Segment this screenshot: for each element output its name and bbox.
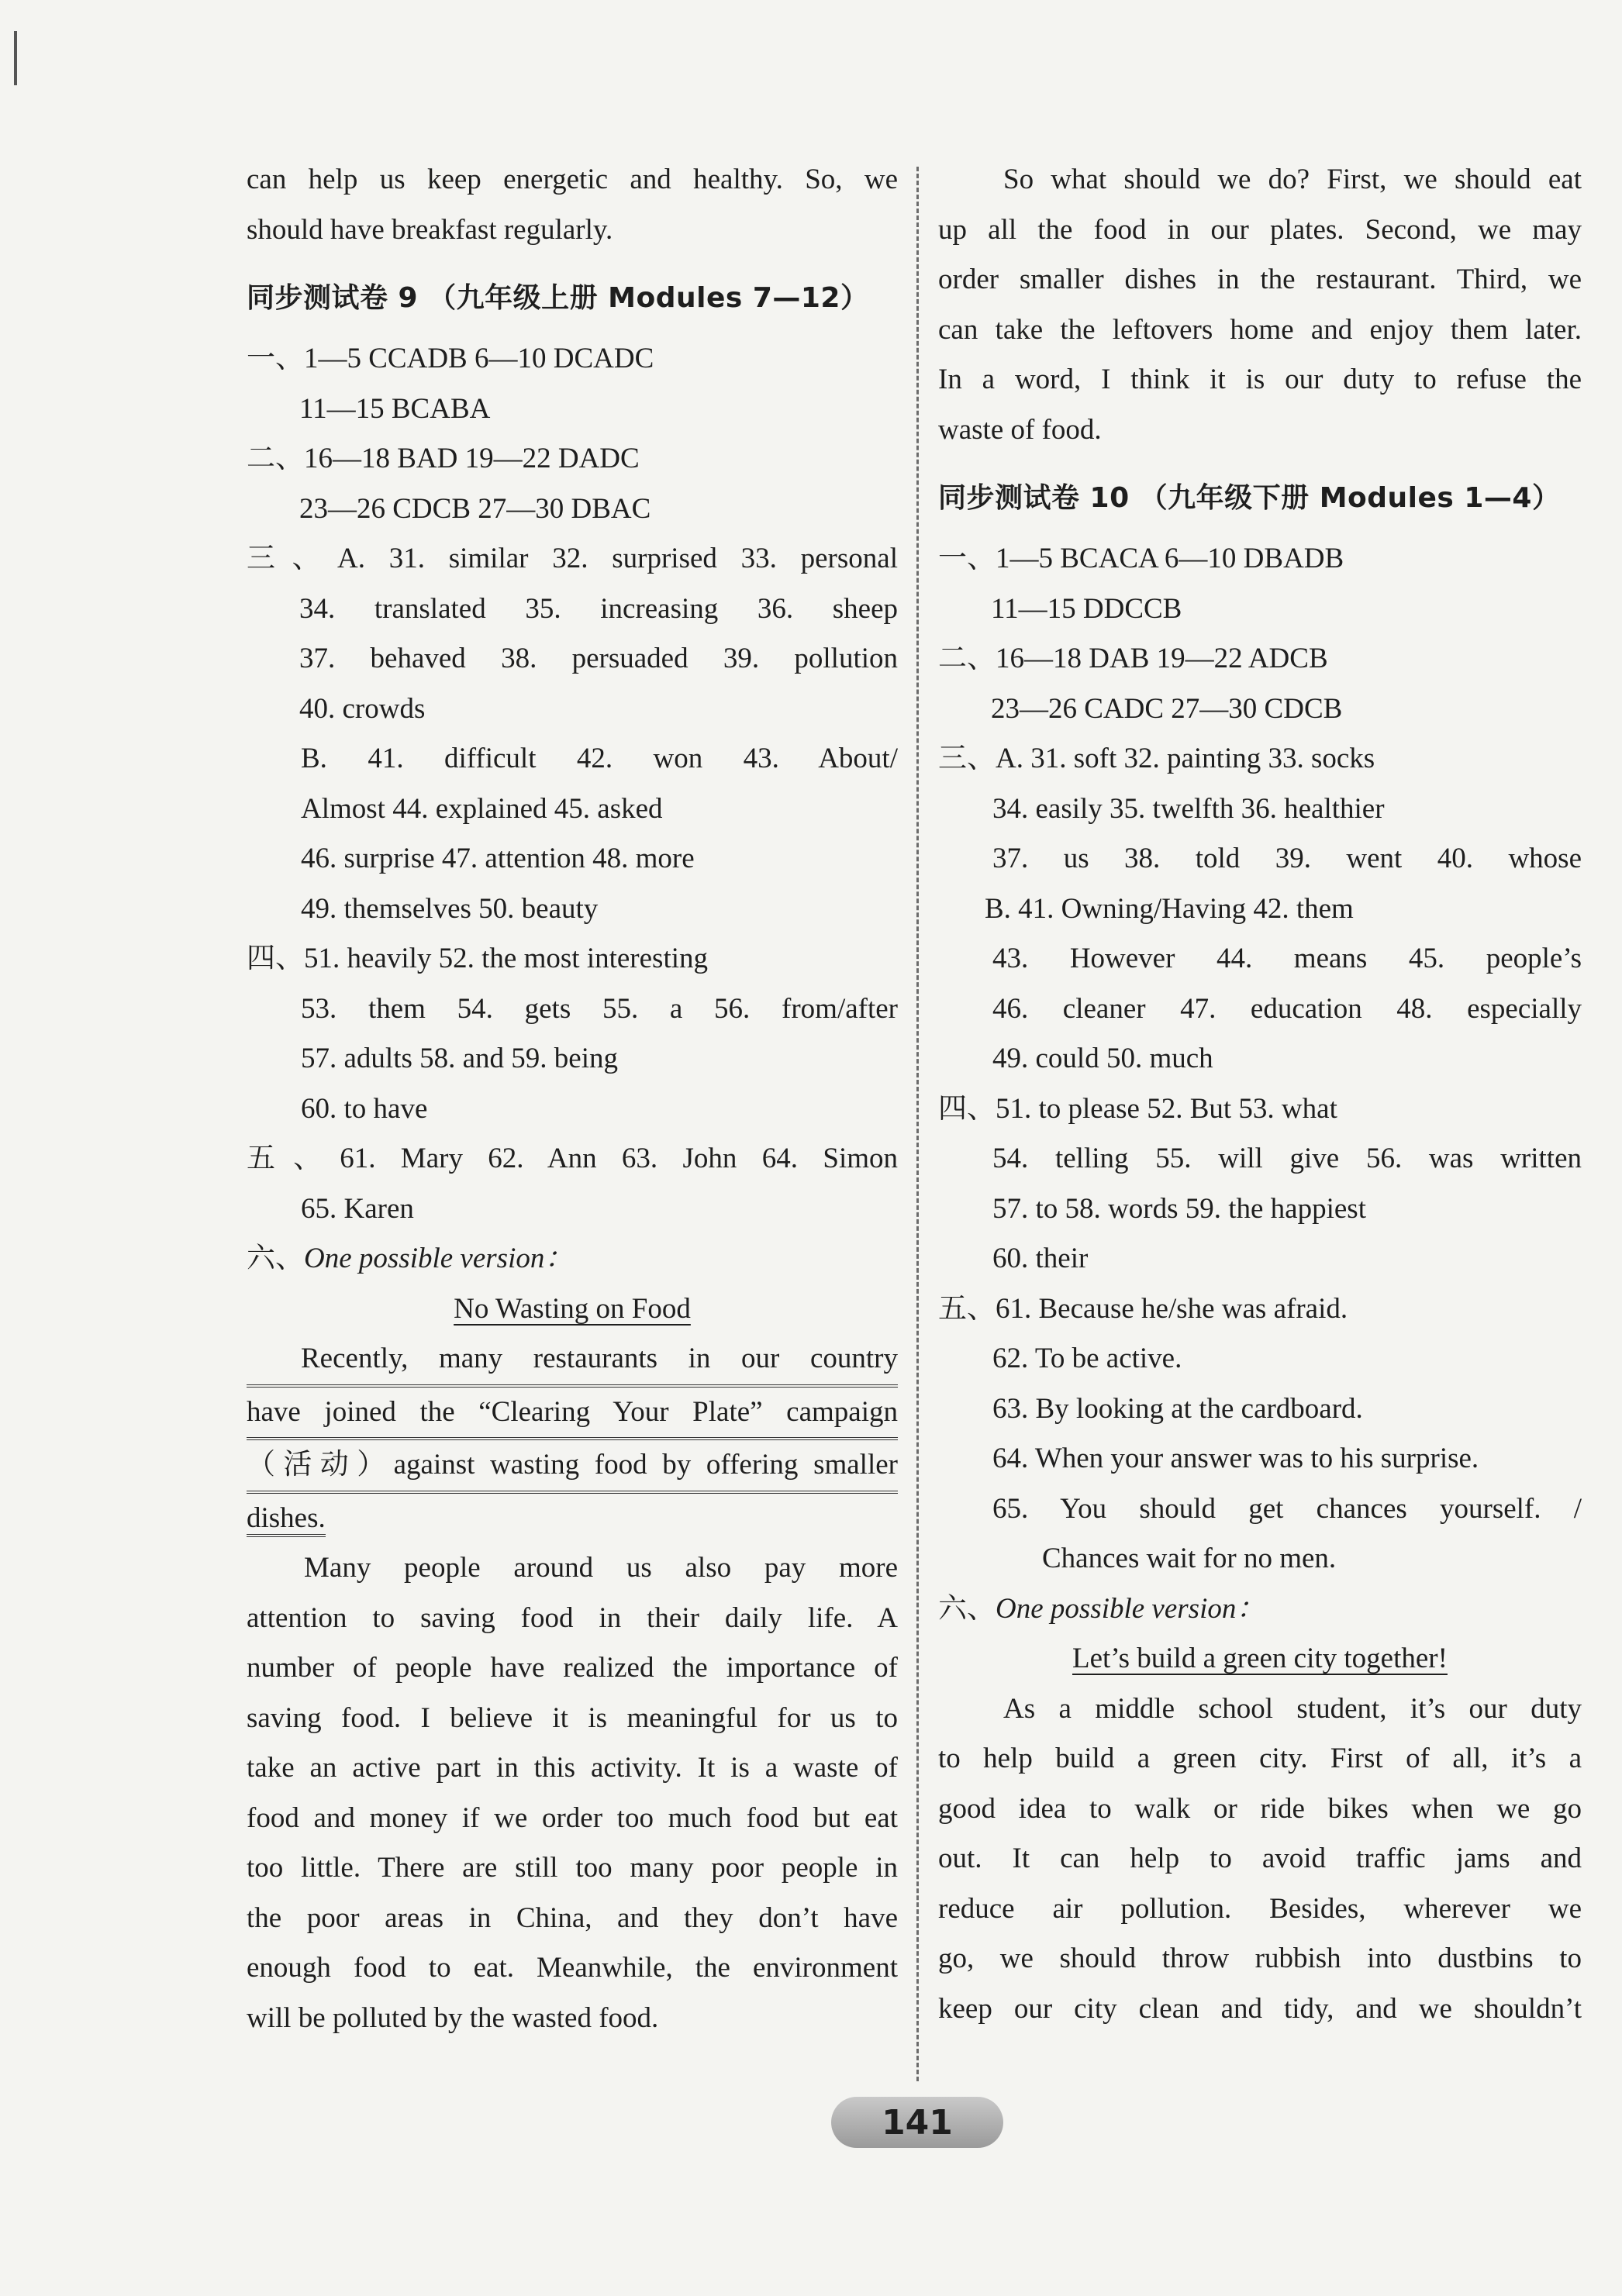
- answer-line: 57. to 58. words 59. the happiest: [992, 1192, 1366, 1225]
- answer-line: 五、61. Mary 62. Ann 63. John 64. Simon: [247, 1143, 898, 1174]
- page-number-badge: [831, 2097, 1003, 2148]
- text-line: go, we should throw rubbish into dustbins to: [938, 1943, 1582, 1974]
- text-line: Many people around us also pay more: [304, 1552, 898, 1584]
- answer-line: 57. adults 58. and 59. being: [301, 1043, 619, 1074]
- text-line: good idea to walk or ride bikes when we go: [938, 1792, 1582, 1825]
- text-line: order smaller dishes in the restaurant. Third, we: [938, 264, 1582, 295]
- essay-label: 六、One possible version：: [938, 1592, 1265, 1625]
- answer-line: 23—26 CDCB 27—30 DBAC: [299, 492, 651, 525]
- text-line: take an active part in this activity. It is a waste of: [247, 1752, 898, 1784]
- answer-line: 62. To be active.: [992, 1343, 1182, 1374]
- answer-line: 65. Karen: [301, 1192, 414, 1225]
- answer-line: 60. to have: [301, 1092, 428, 1125]
- text-line: out. It can help to avoid traffic jams and: [938, 1843, 1582, 1874]
- section-heading: 同步测试卷 10 （九年级下册 Modules 1—4）: [938, 482, 1561, 514]
- answer-line: 一、1—5 CCADB 6—10 DCADC: [247, 343, 654, 374]
- text-line: enough food to eat. Meanwhile, the environment: [247, 1952, 898, 1984]
- text-line: reduce air pollution. Besides, wherever we: [938, 1892, 1582, 1925]
- answer-line: 23—26 CADC 27—30 CDCB: [991, 692, 1343, 725]
- answer-line: 一、1—5 BCACA 6—10 DBADB: [938, 543, 1344, 574]
- underlined-line: dishes.: [247, 1494, 898, 1544]
- text-line: attention to saving food in their daily life. A: [247, 1601, 898, 1634]
- answer-line: 53. them 54. gets 55. a 56. from/after: [301, 992, 898, 1025]
- answer-line: 43. However 44. means 45. people’s: [992, 943, 1582, 974]
- answer-line: 40. crowds: [299, 692, 426, 725]
- text-line: food and money if we order too much food but eat: [247, 1801, 898, 1834]
- answer-line: B. 41. difficult 42. won 43. About/: [301, 743, 898, 774]
- text-line: will be polluted by the wasted food.: [247, 2001, 659, 2034]
- text-line: As a middle school student, it’s our duty: [1003, 1692, 1582, 1725]
- text-line: the poor areas in China, and they don’t have: [247, 1901, 898, 1934]
- answer-line: 63. By looking at the cardboard.: [992, 1392, 1363, 1425]
- scan-mark: [14, 31, 17, 85]
- left-column: [247, 155, 898, 2043]
- text-line: can help us keep energetic and healthy. So, we: [247, 164, 898, 195]
- essay-label: 六、One possible version：: [247, 1243, 574, 1274]
- answer-line: 37. us 38. told 39. went 40. whose: [992, 843, 1582, 874]
- answer-line: 五、61. Because he/she was afraid.: [938, 1292, 1348, 1325]
- text-line: number of people have realized the importance of: [247, 1652, 898, 1684]
- answer-line: 三、A. 31. similar 32. surprised 33. personal: [247, 543, 898, 574]
- answer-line: Chances wait for no men.: [1042, 1543, 1337, 1574]
- answer-line: 37. behaved 38. persuaded 39. pollution: [299, 643, 898, 674]
- answer-line: 四、51. heavily 52. the most interesting: [247, 943, 708, 974]
- column-divider: [916, 167, 919, 2081]
- answer-line: 34. translated 35. increasing 36. sheep: [299, 592, 898, 625]
- text-line: to help build a green city. First of all, it’s a: [938, 1743, 1582, 1774]
- text-line: too little. There are still too many poor people in: [247, 1852, 898, 1884]
- text-line: In a word, I think it is our duty to refuse the: [938, 364, 1582, 395]
- answer-line: 11—15 DDCCB: [991, 592, 1182, 625]
- text-line: can take the leftovers home and enjoy them later.: [938, 313, 1582, 346]
- page-number: 141: [882, 2102, 953, 2143]
- underlined-line: Recently, many restaurants in our country: [247, 1334, 898, 1388]
- text-line: should have breakfast regularly.: [247, 213, 613, 246]
- section-heading: 同步测试卷 9 （九年级上册 Modules 7—12）: [247, 282, 869, 314]
- text-line: up all the food in our plates. Second, we may: [938, 213, 1582, 246]
- text-line: saving food. I believe it is meaningful for us to: [247, 1701, 898, 1734]
- text-line: keep our city clean and tidy, and we shouldn’t: [938, 1992, 1582, 2025]
- answer-line: Almost 44. explained 45. asked: [301, 792, 663, 825]
- answer-line: 11—15 BCABA: [299, 392, 491, 425]
- answer-line: 46. cleaner 47. education 48. especially: [992, 992, 1582, 1025]
- answer-line: 四、51. to please 52. But 53. what: [938, 1092, 1337, 1125]
- essay-title: No Wasting on Food: [454, 1292, 691, 1325]
- answer-line: 34. easily 35. twelfth 36. healthier: [992, 792, 1385, 825]
- right-column: [938, 155, 1582, 2034]
- underlined-line: have joined the “Clearing Your Plate” campaign: [247, 1388, 898, 1441]
- answer-line: 二、16—18 BAD 19—22 DADC: [247, 443, 640, 474]
- answer-line: 46. surprise 47. attention 48. more: [301, 843, 695, 874]
- answer-line: 49. themselves 50. beauty: [301, 892, 599, 925]
- text-line: waste of food.: [938, 413, 1102, 446]
- answer-line: 65. You should get chances yourself. /: [992, 1492, 1582, 1525]
- answer-line: 二、16—18 DAB 19—22 ADCB: [938, 643, 1328, 674]
- answer-line: 三、A. 31. soft 32. painting 33. socks: [938, 743, 1375, 774]
- text-line: So what should we do? First, we should eat: [1003, 164, 1582, 195]
- answer-line: 49. could 50. much: [992, 1043, 1213, 1074]
- answer-line: 54. telling 55. will give 56. was written: [992, 1143, 1582, 1174]
- essay-title: Let’s build a green city together!: [1072, 1643, 1448, 1674]
- underlined-line: （活动）against wasting food by offering smaller: [247, 1440, 898, 1494]
- answer-line: 60. their: [992, 1243, 1089, 1274]
- answer-line: B. 41. Owning/Having 42. them: [985, 892, 1354, 925]
- answer-line: 64. When your answer was to his surprise.: [992, 1443, 1479, 1474]
